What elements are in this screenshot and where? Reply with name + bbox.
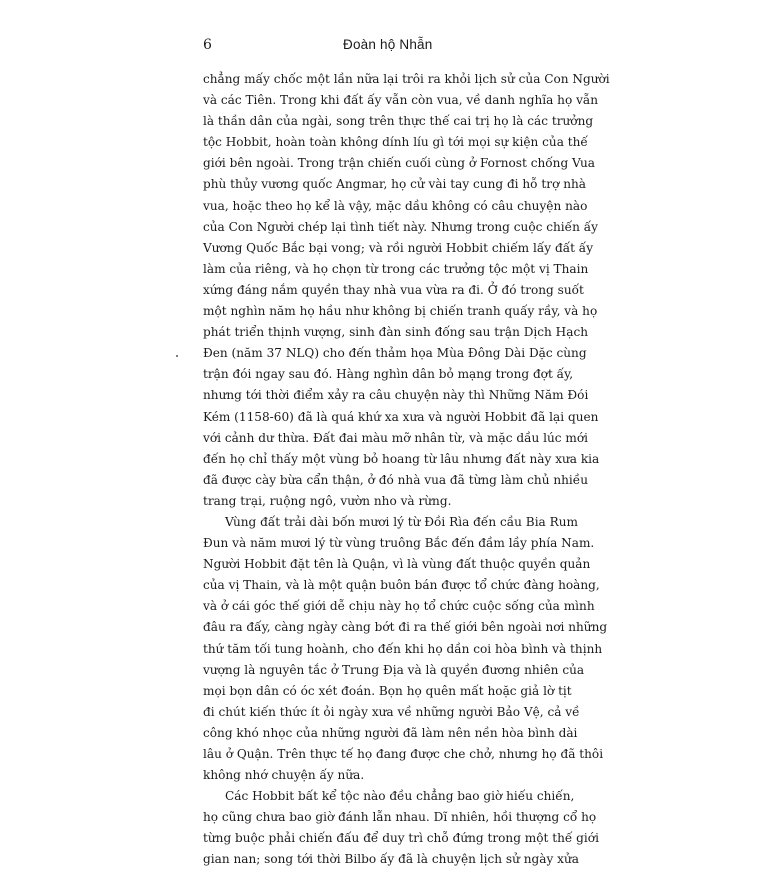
body-text: [203, 69, 610, 871]
paragraph: [203, 786, 599, 870]
text-line: Đen (năm 37 NLQ) cho đến thảm họa Mùa Đông Dài Dặc cùng: [203, 346, 587, 361]
text-line: của Con Người chép lại tình tiết này. Nhưng trong cuộc chiến ấy: [203, 219, 598, 234]
text-line: từng buộc phải chiến đấu để duy trì chỗ đứng trong một thế giới: [203, 831, 599, 846]
text-line: thứ tăm tối tung hoành, cho đến khi họ dần coi hòa bình và thịnh: [203, 641, 603, 656]
text-line: làm của riêng, và họ chọn từ trong các trưởng tộc một vị Thain: [203, 261, 589, 276]
text-line: tộc Hobbit, hoàn toàn không dính líu gì tới mọi sự kiện của thế: [203, 135, 588, 150]
text-line: gian nan; song tới thời Bilbo ấy đã là chuyện lịch sử ngày xửa: [203, 852, 580, 867]
text-line: và các Tiên. Trong khi đất ấy vẫn còn vua, về danh nghĩa họ vẫn: [203, 93, 599, 108]
text-line: Đun và năm mươi lý từ vùng truông Bắc đến đầm lầy phía Nam.: [203, 536, 595, 551]
text-line: là thần dân của ngài, song trên thực thế cai trị họ là các trưởng: [203, 114, 594, 129]
text-line: vua, hoặc theo họ kể là vậy, mặc dầu không có câu chuyện nào: [203, 198, 588, 213]
text-line: phát triển thịnh vượng, sinh đàn sinh đống sau trận Dịch Hạch: [203, 325, 589, 340]
text-line: không nhớ chuyện ấy nữa.: [203, 768, 365, 783]
paragraph: [203, 69, 610, 512]
text-line: phù thủy vương quốc Angmar, họ cử vài tay cung đi hỗ trợ nhà: [203, 177, 586, 192]
margin-speck: [176, 355, 178, 357]
text-line: trận đói ngay sau đó. Hàng nghìn dân bỏ mạng trong đợt ấy,: [203, 367, 574, 382]
text-line: Vùng đất trải dài bốn mươi lý từ Đồi Rìa đến cầu Bia Rum: [225, 514, 578, 529]
text-line: công khó nhọc của những người đã làm nên nền hòa bình dài: [203, 725, 578, 740]
text-line: xứng đáng nắm quyền thay nhà vua vừa ra đi. Ở đó trong suốt: [203, 282, 584, 297]
text-line: đâu ra đấy, càng ngày càng bớt đi ra thế giới bên ngoài nơi những: [203, 620, 608, 635]
paragraph: [203, 512, 608, 786]
running-title: Đoàn hộ Nhẫn: [343, 37, 433, 52]
text-line: trang trại, ruộng ngô, vườn nho và rừng.: [203, 493, 452, 508]
text-line: và ở cái góc thế giới dễ chịu này họ tổ chức cuộc sống của mình: [203, 599, 595, 614]
page-header: [203, 36, 563, 56]
text-line: Kém (1158-60) đã là quá khứ xa xưa và người Hobbit đã lại quen: [203, 409, 599, 424]
text-line: lâu ở Quận. Trên thực tế họ đang được che chở, nhưng họ đã thôi: [203, 747, 604, 761]
text-line: của vị Thain, và là một quận buôn bán được tổ chức đàng hoàng,: [203, 578, 600, 593]
page-number: 6: [203, 37, 212, 53]
text-line: đi chút kiến thức ít ỏi ngày xưa về những người Bảo Vệ, cả về: [203, 704, 580, 719]
text-line: Người Hobbit đặt tên là Quận, vì là vùng đất thuộc quyền quản: [203, 557, 591, 572]
text-line: Vương Quốc Bắc bại vong; và rồi người Hobbit chiếm lấy đất ấy: [203, 240, 594, 255]
text-line: Các Hobbit bất kể tộc nào đều chẳng bao giờ hiếu chiến,: [225, 789, 575, 804]
text-line: với cảnh dư thừa. Đất đai màu mỡ nhân từ, và mặc dầu lúc mới: [203, 430, 589, 445]
text-line: mọi bọn dân có óc xét đoán. Bọn họ quên mất hoặc giả lờ tịt: [203, 683, 572, 698]
text-line: nhưng tới thời điểm xảy ra câu chuyện này thì Những Năm Đói: [203, 388, 589, 403]
text-line: đến họ chỉ thấy một vùng bỏ hoang từ lâu nhưng đất này xưa kia: [203, 451, 600, 466]
text-line: đã được cày bừa cẩn thận, ở đó nhà vua đã từng làm chủ nhiều: [203, 472, 589, 487]
text-line: vượng là nguyên tắc ở Trung Địa và là quyền đương nhiên của: [203, 662, 585, 677]
text-line: họ cũng chưa bao giờ đánh lẫn nhau. Dĩ nhiên, hồi thượng cổ họ: [203, 810, 597, 825]
text-line: chẳng mấy chốc một lần nữa lại trôi ra khỏi lịch sử của Con Người: [203, 72, 610, 86]
text-line: một nghìn năm họ hầu như không bị chiến tranh quấy rầy, và họ: [203, 304, 598, 319]
text-line: giới bên ngoài. Trong trận chiến cuối cùng ở Fornost chống Vua: [203, 156, 596, 171]
